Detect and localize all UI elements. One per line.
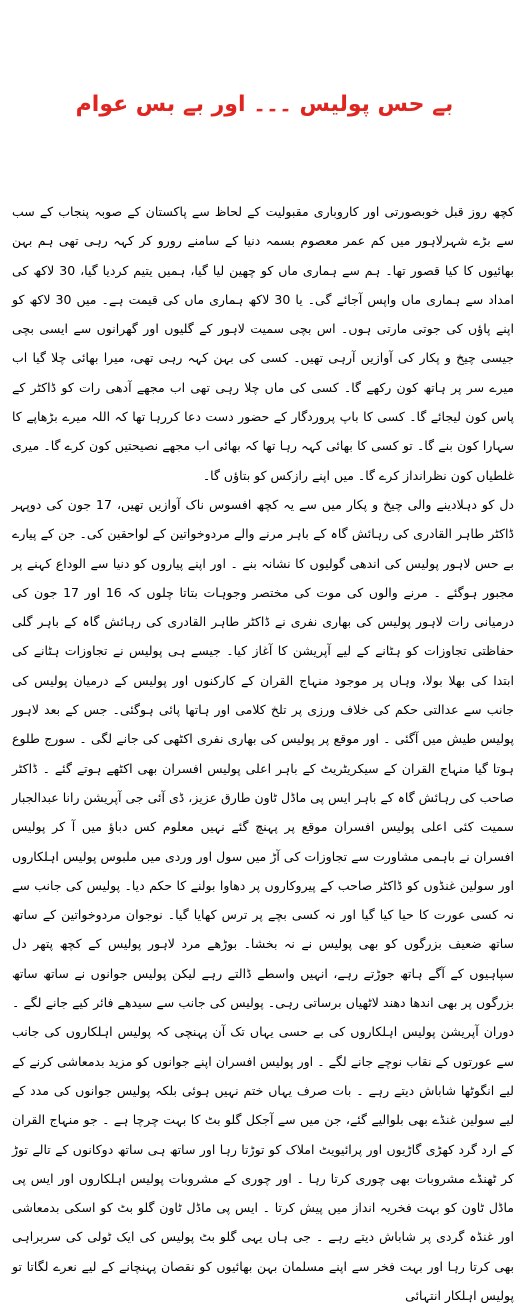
article-paragraph-1: کچھ روز قبل خوبصورتی اور کاروباری مقبولیت کے لحاظ سے پاکستان کے صوبہ پنجاب کے سب سے بڑے شہرلاہور میں کم عمر معصوم بسمہ دنیا کے سامنے رورو کر کہہ رہی تھی ہم بہن بھائیوں کا کیا قصور تھا۔ ہم سے ہماری ماں کو چھین لیا گیا، ہمیں یتیم کردیا گیا، 30 لاکھ کی امداد سے ہماری ماں واپس آجائے گی۔ یا 30 لاکھ ہماری ماں کی قیمت ہے۔ میں 30 لاکھ کو اپنے پاؤں کی جوتی مارتی ہوں۔ اس بچی سمیت لاہور کے گلیوں اور گھرانوں سے ایسی بچی جیسی چیخ و پکار کی آوازیں آرہی تھیں۔ کسی کی بہن کہہ رہی تھی، میرا بھائی چلا گیا اب میرے سر پر ہاتھ کون رکھے گا۔ کسی کی ماں چلا رہی تھی اب مجھے آدھی رات کو ڈاکٹر کے پاس کون لیجائے گا۔ کسی کا باپ پروردگار کے حضور دست دعا کررہا تھا کہ اللہ میرے بڑھاپے کا سہارا کون بنے گا۔ تو کسی کا بھائی کہہ رہا تھا کہ بھائی اب مجھے نصیحتیں کون کرے گا۔ میری غلطیاں کون نظرانداز کرے گا۔ میں اپنے رازکس کو بتاؤں گا۔	[12, 204, 515, 483]
article-body	[12, 197, 514, 1310]
article-paragraph-2: دل کو دہلادینے والی چیخ و پکار میں سے یہ کچھ افسوس ناک آوازیں تھیں، 17 جون کی دوپہر ڈاکٹر طاہر القادری کی رہائش گاہ کے باہر مرنے والے مردوخواتین کے لواحقین کی۔ جن کے پیارے بے حس لاہور پولیس کی اندھی گولیوں کا نشانہ بنے ۔ اور اپنے پیاروں کو دنیا سے الوداع کہنے پر مجبور ہوگئے ۔ مرنے والوں کی موت کی مختصر وجوہات بتاتا چلوں کہ 16 اور 17 جون کی درمیانی رات لاہور پولیس کی بھاری نفری نے ڈاکٹر طاہر القادری کی رہائش گاہ کے باہر گلی حفاظتی تجاوزات کو ہٹانے کے لیے آپریشن کا آغاز کیا۔ جیسے ہی پولیس نے تجاوزات ہٹانے کی ابتدا کی بھلا بولا، وہاں پر موجود منہاج القران کے کارکنوں اور پولیس کے درمیان پولیس کی جانب سے عدالتی حکم کی خلاف ورزی پر تلخ کلامی اور ہاتھا پائی ہوگئی۔ جس کے بعد لاہور پولیس طیش میں آگئی ۔ اور موقع پر پولیس کی بھاری نفری اکٹھی کی جانے لگی ۔ سورج طلوع ہوتا گیا منہاج القران کے سیکریٹریٹ کے باہر اعلی پولیس افسران بھی اکٹھے ہوتے گئے ۔ ڈاکٹر صاحب کی رہائش گاہ کے باہر ایس پی ماڈل ٹاون طارق عزیز، ڈی آئی جی آپریشن رانا عبدالجبار سمیت کئی اعلی پولیس افسران موقع پر پہنچ گئے نہیں معلوم کس دباؤ میں آ کر پولیس افسران نے باہمی مشاورت سے تجاوزات کی آڑ میں سول اور وردی میں ملبوس پولیس اہلکاروں اور سولین غنڈوں کو ڈاکٹر صاحب کے پیروکاروں پر دھاوا بولنے کا حکم دیا۔ پولیس کی جانب سے نہ کسی عورت کا حیا کیا گیا اور نہ کسی بچے پر ترس کھایا گیا۔ نوجوان مردوخواتین کے ساتھ ساتھ ضعیف بزرگوں کو بھی پولیس نے نہ بخشا۔ بوڑھے مرد لاہور پولیس کے کچھ پتھر دل سپاہیوں کے آگے ہاتھ جوڑتے رہے، انہیں واسطے ڈالتے رہے لیکن پولیس جوانوں نے ساتھ ساتھ بزرگوں پر بھی اندھا دھند لاٹھیاں برساتی رہی۔ پولیس کی جانب سے سیدھے فائر کیے جانے لگے ۔ دوران آپریشن پولیس اہلکاروں کی بے حسی یہاں تک آن پہنچی کہ پولیس اہلکاروں کی جانب سے عورتوں کے نقاب نوچے جانے لگے ۔ اور پولیس افسران اپنے جوانوں کو مزید بدمعاشی کرنے کے لیے انگوٹھا شاباش دیتے رہے ۔ بات صرف یہاں ختم نہیں ہوئی بلکہ پولیس جوانوں کی مدد کے لیے سولین غنڈے بھی بلوالیے گئے، جن میں سے آجکل گلو بٹ کا بہت چرچا ہے ۔ جو منہاج القران کے ارد گرد کھڑی گاڑیوں اور پرائیویٹ املاک کو توڑتا رہا اور ساتھ ہی ساتھ دوکانوں کے تالے توڑ کر ٹھنڈے مشروبات بھی چوری کرتا رہا ۔ اور چوری کے مشروبات پولیس اہلکاروں اور ایس پی ماڈل ٹاون کو بہت فخریہ انداز میں پیش کرتا ۔ ایس پی ماڈل ٹاون گلو بٹ کو اسکی بدمعاشی اور غنڈہ گردی پر شاباش دیتے رہے ۔ جی ہاں یہی گلو بٹ پولیس کی ایک ٹولی کی سربراہی بھی کرتا رہا اور بہت فخر سے اپنے مسلمان بہن بھائیوں کو نقصان پہنچانے کے لیے نعرے لگاتا تو پولیس اہلکار انتہائی	[12, 496, 515, 1303]
article-title: بے حس پولیس ۔۔۔ اور بے بس عوام	[75, 92, 454, 117]
